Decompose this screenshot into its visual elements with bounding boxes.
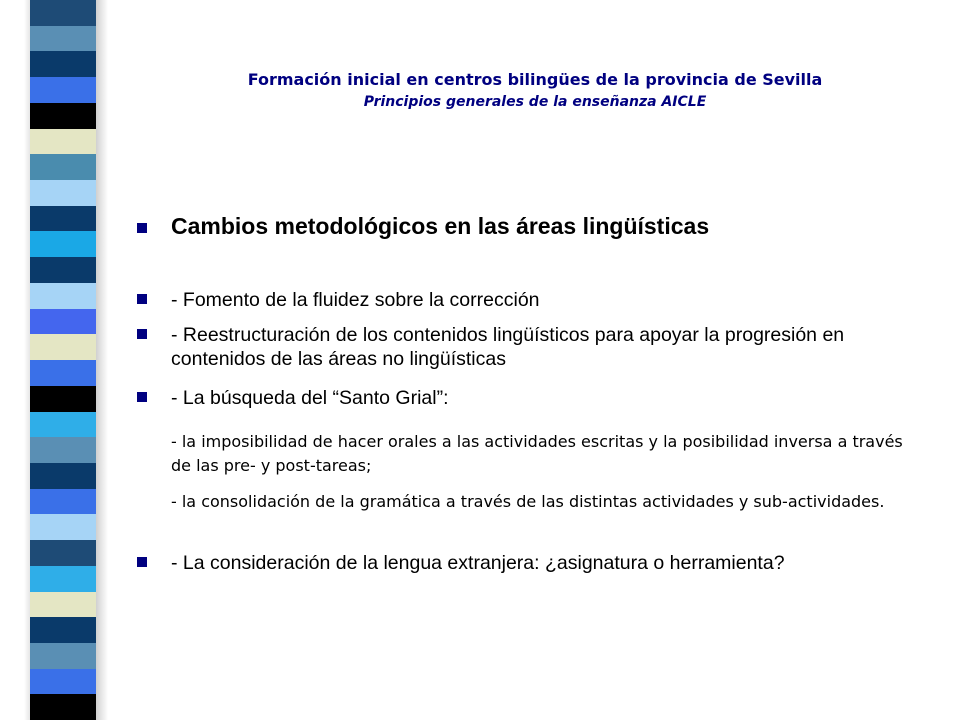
stripe-segment — [30, 437, 96, 463]
list-item: - La consideración de la lengua extranjera: ¿asignatura o herramienta? — [171, 552, 785, 574]
sub-item: - la consolidación de la gramática a través de las distintas actividades y sub-actividades. — [171, 492, 885, 511]
stripe-segment — [30, 514, 96, 540]
stripe-segment — [30, 51, 96, 77]
list-item: - Reestructuración de los contenidos lingüísticos para apoyar la progresión en contenidos de las áreas no lingüísticas — [171, 324, 845, 370]
stripe-segment — [30, 309, 96, 335]
stripe-segment — [30, 283, 96, 309]
stripe-segment — [30, 463, 96, 489]
stripe-segment — [30, 669, 96, 695]
bullet-square-icon — [137, 223, 147, 233]
stripe-segment — [30, 334, 96, 360]
sub-item: - la imposibilidad de hacer orales a las actividades escritas y la posibilidad inversa a través de las pre- y post-tareas; — [171, 432, 903, 475]
stripe-segment — [30, 617, 96, 643]
stripe-segment — [30, 257, 96, 283]
stripe-segment — [30, 643, 96, 669]
stripe-segment — [30, 0, 96, 26]
slide-title: Formación inicial en centros bilingües de la provincia de Sevilla — [247, 70, 823, 89]
stripe-segment — [30, 26, 96, 52]
bullet-square-icon — [137, 392, 147, 402]
stripe-shadow — [96, 0, 108, 720]
stripe-segment — [30, 206, 96, 232]
bullet-square-icon — [137, 294, 147, 304]
stripe-segment — [30, 540, 96, 566]
stripe-segment — [30, 489, 96, 515]
stripe-segment — [30, 592, 96, 618]
list-item: - La búsqueda del “Santo Grial”: — [171, 387, 449, 409]
stripe-segment — [30, 412, 96, 438]
decorative-color-stripe — [30, 0, 96, 720]
stripe-segment — [30, 180, 96, 206]
stripe-segment — [30, 154, 96, 180]
bullet-square-icon — [137, 329, 147, 339]
stripe-segment — [30, 129, 96, 155]
stripe-segment — [30, 566, 96, 592]
section-heading: Cambios metodológicos en las áreas lingüísticas — [171, 213, 710, 239]
list-item: - Fomento de la fluidez sobre la corrección — [171, 289, 540, 311]
stripe-segment — [30, 231, 96, 257]
stripe-segment — [30, 103, 96, 129]
stripe-segment — [30, 77, 96, 103]
stripe-segment — [30, 694, 96, 720]
slide-subtitle: Principios generales de la enseñanza AICLE — [363, 94, 707, 110]
stripe-segment — [30, 360, 96, 386]
bullet-square-icon — [137, 557, 147, 567]
stripe-segment — [30, 386, 96, 412]
